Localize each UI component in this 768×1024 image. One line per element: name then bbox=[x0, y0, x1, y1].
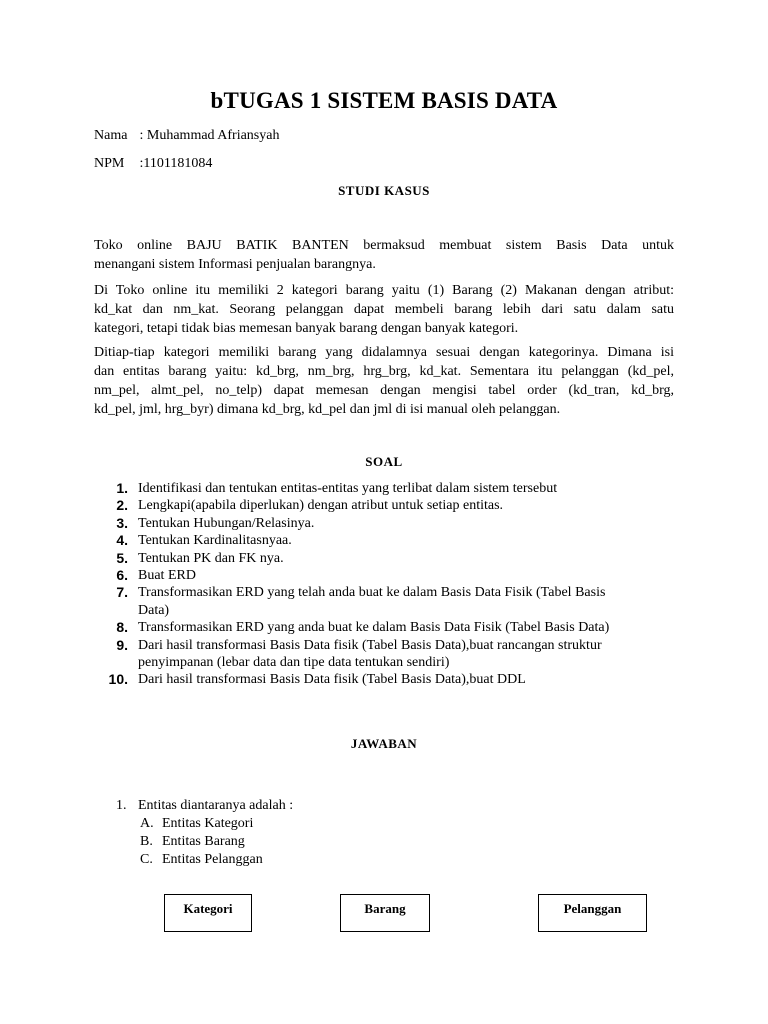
jawaban-subitem-letter: A. bbox=[140, 816, 154, 831]
jawaban-subitem-text: Entitas Pelanggan bbox=[162, 852, 263, 867]
soal-number: 8. bbox=[116, 619, 128, 636]
soal-item bbox=[94, 515, 674, 532]
soal-text: Dari hasil transformasi Basis Data fisik (Tabel Basis Data),buat DDL bbox=[138, 672, 526, 688]
jawaban-heading: JAWABAN bbox=[350, 736, 418, 751]
soal-text: Tentukan Hubungan/Relasinya. bbox=[138, 515, 315, 531]
name-label: Nama bbox=[94, 128, 128, 143]
soal-text: Identifikasi dan tentukan entitas-entitas yang terlibat dalam sistem tersebut bbox=[138, 481, 558, 496]
soal-heading: SOAL bbox=[365, 454, 403, 469]
entity-box-pelanggan: Pelanggan bbox=[538, 894, 647, 932]
name-separator: : bbox=[139, 128, 147, 143]
soal-item bbox=[94, 532, 674, 549]
npm-field bbox=[94, 155, 212, 173]
jawaban-subitem-text: Entitas Kategori bbox=[162, 816, 254, 831]
paragraph-line: Di Toko online itu memiliki 2 kategori barang yaitu (1) Barang (2) Makanan dengan atribut: bbox=[94, 283, 674, 298]
npm-value: 1101181084 bbox=[143, 156, 213, 171]
paragraph-line: dan entitas barang yaitu: kd_brg, nm_brg, hrg_brg, kd_kat. Sementara itu pelanggan (kd_pel, bbox=[94, 364, 674, 379]
soal-text: Tentukan PK dan FK nya. bbox=[138, 550, 284, 566]
jawaban-subitem-letter: B. bbox=[140, 834, 153, 849]
soal-number: 4. bbox=[116, 532, 128, 549]
soal-item bbox=[94, 550, 674, 567]
soal-item bbox=[94, 480, 674, 497]
entity-box-barang: Barang bbox=[340, 894, 430, 932]
npm-label: NPM bbox=[94, 156, 125, 171]
soal-number: 9. bbox=[116, 636, 128, 653]
jawaban-list bbox=[94, 797, 293, 869]
soal-number: 10. bbox=[108, 671, 128, 688]
jawaban-number: 1. bbox=[116, 798, 127, 813]
soal-number: 7. bbox=[116, 584, 128, 601]
jawaban-subitem bbox=[94, 815, 293, 833]
paragraph-2 bbox=[94, 281, 674, 338]
paragraph-3 bbox=[94, 343, 674, 419]
name-field bbox=[94, 127, 279, 145]
paragraph-line: Toko online BAJU BATIK BANTEN bermaksud membuat sistem Basis Data untuk bbox=[94, 238, 674, 253]
soal-number: 5. bbox=[116, 549, 128, 566]
jawaban-text: Entitas diantaranya adalah : bbox=[138, 798, 294, 813]
soal-text: Dari hasil transformasi Basis Data fisik (Tabel Basis Data),buat rancangan struktur bbox=[138, 637, 602, 653]
jawaban-item bbox=[94, 797, 293, 815]
entity-box-kategori: Kategori bbox=[164, 894, 252, 932]
jawaban-subitem-text: Entitas Barang bbox=[162, 834, 245, 849]
soal-text: penyimpanan (lebar data dan tipe data tentukan sendiri) bbox=[138, 655, 450, 671]
paragraph-line: kd_kat dan nm_kat. Seorang pelanggan dapat membeli barang lebih dari satu dalam satu bbox=[94, 302, 674, 317]
soal-item bbox=[94, 637, 674, 672]
jawaban-subitem-letter: C. bbox=[140, 852, 153, 867]
soal-item bbox=[94, 619, 674, 636]
paragraph-line: kategori, tetapi tidak bias memesan banyak barang dengan banyak kategori. bbox=[94, 321, 519, 336]
paragraph-line: nm_pel, almt_pel, no_telp) dapat memesan dengan mengisi tabel order (kd_tran, kd_brg, bbox=[94, 383, 674, 398]
soal-item bbox=[94, 567, 674, 584]
paragraph-1 bbox=[94, 236, 674, 274]
soal-text: Tentukan Kardinalitasnyaa. bbox=[138, 533, 292, 549]
soal-item bbox=[94, 671, 674, 688]
studi-kasus-heading: STUDI KASUS bbox=[338, 183, 430, 198]
soal-text: Transformasikan ERD yang telah anda buat ke dalam Basis Data Fisik (Tabel Basis bbox=[138, 585, 606, 601]
soal-text: Data) bbox=[138, 602, 170, 618]
soal-number: 3. bbox=[116, 514, 128, 531]
soal-text: Transformasikan ERD yang anda buat ke dalam Basis Data Fisik (Tabel Basis Data) bbox=[138, 620, 610, 636]
paragraph-line: kd_pel, jml, hrg_byr) dimana kd_brg, kd_pel dan jml di isi manual oleh pelanggan. bbox=[94, 402, 561, 417]
soal-item bbox=[94, 497, 674, 514]
jawaban-subitem bbox=[94, 833, 293, 851]
name-value: Muhammad Afriansyah bbox=[146, 128, 280, 143]
soal-number: 6. bbox=[116, 567, 128, 584]
soal-item bbox=[94, 584, 674, 619]
soal-list bbox=[94, 480, 674, 689]
jawaban-subitem bbox=[94, 851, 293, 869]
soal-number: 1. bbox=[116, 480, 128, 496]
paragraph-line: Ditiap-tiap kategori memiliki barang yang didalamnya sesuai dengan kategorinya. Dimana isi bbox=[94, 345, 674, 360]
npm-separator: : bbox=[139, 156, 144, 171]
document-title: bTUGAS 1 SISTEM BASIS DATA bbox=[210, 88, 558, 113]
paragraph-line: menangani sistem Informasi penjualan barangnya. bbox=[94, 257, 376, 272]
soal-text: Lengkapi(apabila diperlukan) dengan atribut untuk setiap entitas. bbox=[138, 498, 504, 514]
soal-number: 2. bbox=[116, 497, 128, 514]
soal-text: Buat ERD bbox=[138, 568, 196, 584]
